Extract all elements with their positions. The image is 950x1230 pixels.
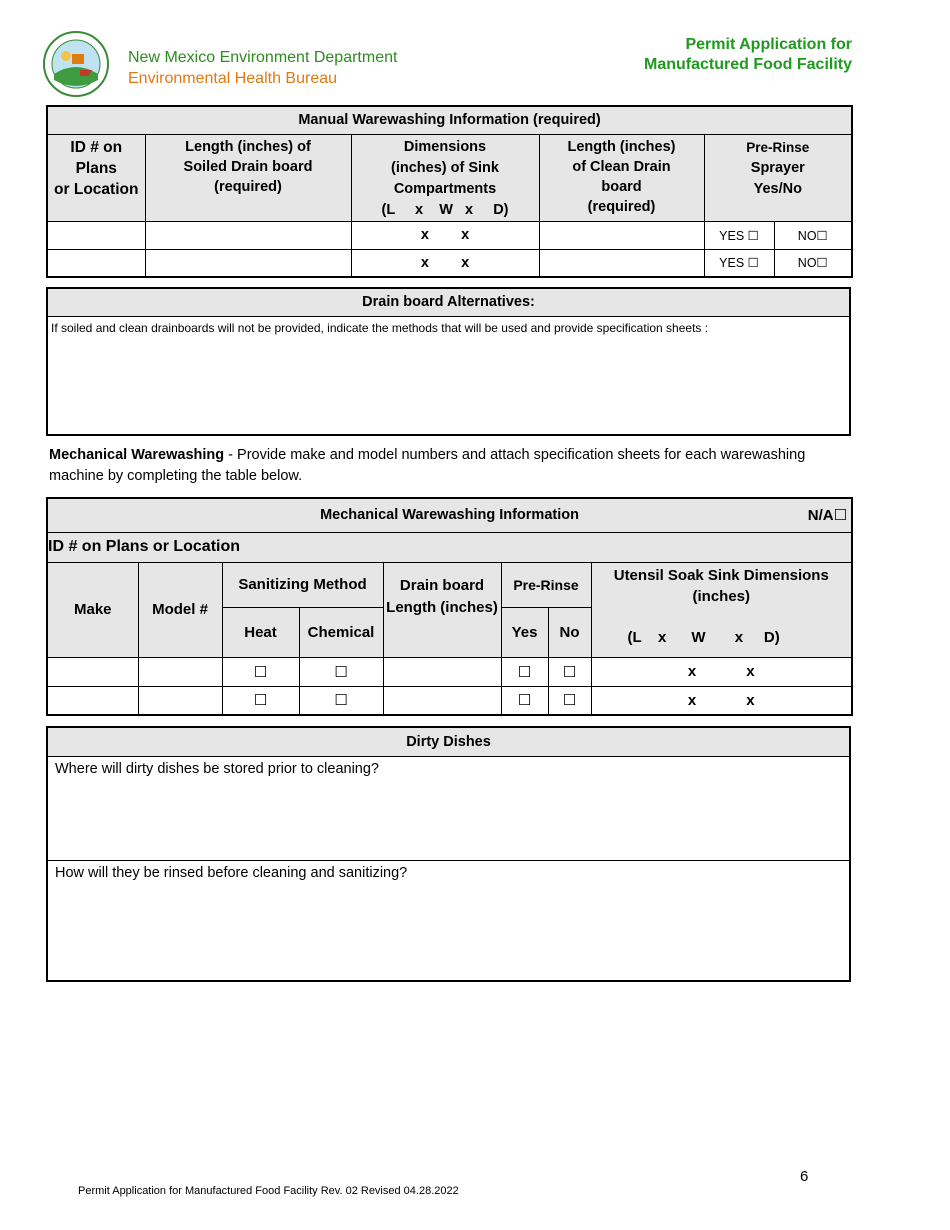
form-title [644, 35, 852, 75]
org-name: New Mexico Environment Department [128, 49, 398, 66]
col-prerinse-header: Pre-Rinse [501, 562, 591, 607]
table-row [47, 249, 852, 277]
clean-length-cell[interactable] [539, 221, 704, 249]
mechanical-intro [49, 445, 849, 487]
model-cell[interactable] [138, 657, 222, 686]
manual-table-title: Manual Warewashing Information (required) [47, 106, 852, 134]
make-cell[interactable] [47, 657, 138, 686]
prerinse-no-checkbox[interactable]: NO☐ [774, 221, 852, 249]
mechanical-warewashing-table [46, 497, 853, 716]
col-drainboard-length-header: Drain board Length (inches) [383, 562, 501, 657]
sink-dims-cell[interactable]: x x [351, 221, 539, 249]
drainboard-length-cell[interactable] [383, 686, 501, 715]
col-clean-drainboard-header: Length (inches) of Clean Drain board (required) [539, 134, 704, 221]
bureau-name: Environmental Health Bureau [128, 70, 338, 87]
drainboard-alternatives-title: Drain board Alternatives: [48, 289, 849, 317]
footer-text: Permit Application for Manufactured Food Facility Rev. 02 Revised 04.28.2022 [78, 1185, 459, 1197]
soak-dims-cell[interactable]: x x [591, 686, 852, 715]
mechanical-intro-text: - Provide make and model numbers and attach specification sheets for each warewashing machine by completing the table below. [49, 447, 806, 484]
dirty-dishes-title: Dirty Dishes [48, 728, 849, 757]
table-row [47, 686, 852, 715]
heat-checkbox[interactable]: ☐ [222, 686, 299, 715]
nmed-logo [42, 30, 110, 98]
soiled-length-cell[interactable] [145, 249, 351, 277]
form-title-line1: Permit Application for [685, 36, 852, 53]
mech-table-title-row [47, 498, 852, 532]
drainboard-length-cell[interactable] [383, 657, 501, 686]
soak-dims-cell[interactable]: x x [591, 657, 852, 686]
sink-dims-cell[interactable]: x x [351, 249, 539, 277]
form-title-line2: Manufactured Food Facility [643, 56, 852, 73]
heat-checkbox[interactable]: ☐ [222, 657, 299, 686]
id-cell[interactable] [47, 221, 145, 249]
soiled-length-cell[interactable] [145, 221, 351, 249]
col-sanitizing-header: Sanitizing Method [222, 562, 383, 607]
prerinse-yes-checkbox[interactable]: ☐ [501, 686, 548, 715]
sink-dims-label: (L x W x D) [381, 201, 509, 218]
mech-table-title: Mechanical Warewashing Information [320, 507, 579, 524]
table-row [47, 221, 852, 249]
col-no-header: No [548, 607, 591, 657]
col-yes-header: Yes [501, 607, 548, 657]
manual-warewashing-table [46, 105, 853, 278]
prerinse-no-checkbox[interactable]: ☐ [548, 686, 591, 715]
col-model-header: Model # [138, 562, 222, 657]
dirty-dishes-box [46, 726, 851, 982]
col-sink-dimensions-header: Dimensions (inches) of Sink Compartments (L x W x D) [351, 134, 539, 221]
prerinse-yes-checkbox[interactable]: ☐ [501, 657, 548, 686]
drainboard-alternatives-box [46, 287, 851, 436]
col-id-header: ID # on Plans or Location [47, 134, 145, 221]
dirty-dishes-q2-area[interactable] [48, 861, 849, 979]
chemical-checkbox[interactable]: ☐ [299, 686, 383, 715]
clean-length-cell[interactable] [539, 249, 704, 277]
id-cell[interactable] [47, 249, 145, 277]
chemical-checkbox[interactable]: ☐ [299, 657, 383, 686]
col-chemical-header: Chemical [299, 607, 383, 657]
make-cell[interactable] [47, 686, 138, 715]
prerinse-no-checkbox[interactable]: NO☐ [774, 249, 852, 277]
soak-dims-label: (L x W x D) [627, 628, 780, 646]
mech-id-row[interactable]: ID # on Plans or Location [47, 532, 852, 562]
mech-na-checkbox[interactable]: N/A☐ [807, 507, 848, 524]
mechanical-intro-bold: Mechanical Warewashing [49, 447, 225, 463]
col-soiled-drainboard-header: Length (inches) of Soiled Drain board (required) [145, 134, 351, 221]
prerinse-yes-checkbox[interactable]: YES ☐ [704, 221, 774, 249]
col-soak-sink-header: Utensil Soak Sink Dimensions (inches) (L x W x D) [591, 562, 852, 657]
model-cell[interactable] [138, 686, 222, 715]
drainboard-alternatives-text[interactable]: If soiled and clean drainboards will not be provided, indicate the methods that will be used and provide specification sheets : [51, 321, 709, 335]
dirty-dishes-q1: Where will dirty dishes be stored prior to cleaning? [55, 761, 379, 777]
col-heat-header: Heat [222, 607, 299, 657]
prerinse-no-checkbox[interactable]: ☐ [548, 657, 591, 686]
dirty-dishes-q2: How will they be rinsed before cleaning and sanitizing? [55, 865, 408, 881]
dirty-dishes-q1-area[interactable] [48, 757, 849, 861]
table-row [47, 657, 852, 686]
page-number: 6 [800, 1168, 809, 1185]
prerinse-yes-checkbox[interactable]: YES ☐ [704, 249, 774, 277]
col-make-header: Make [47, 562, 138, 657]
col-prerinse-header: Pre-Rinse Sprayer Yes/No [704, 134, 852, 221]
